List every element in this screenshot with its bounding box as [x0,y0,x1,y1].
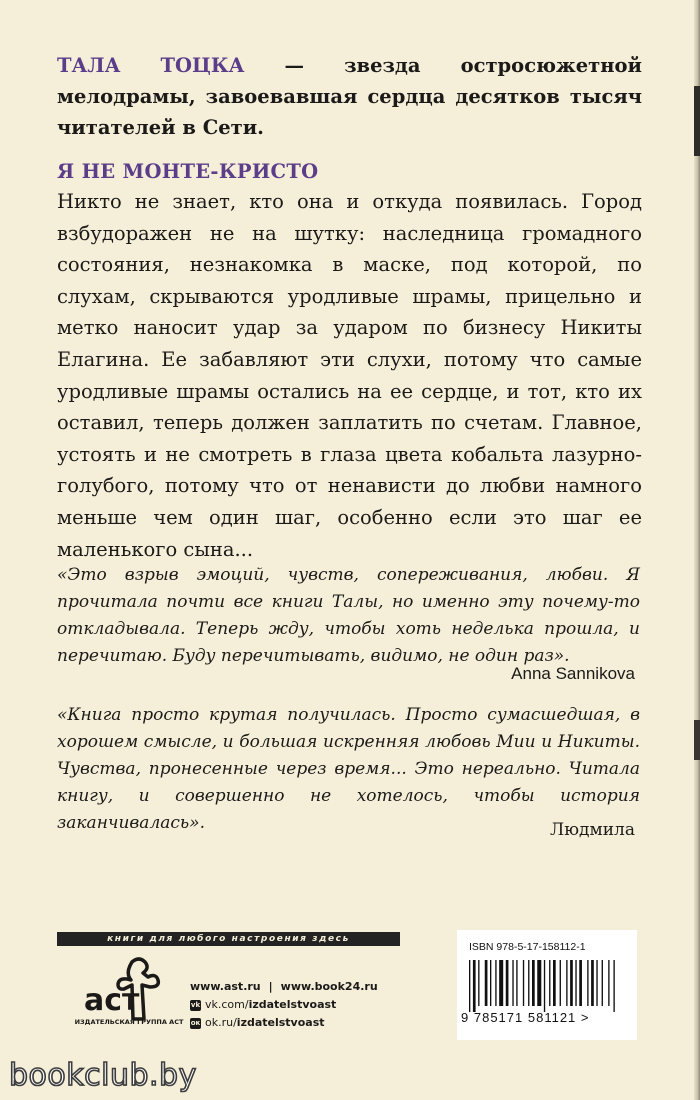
barcode-bar [596,960,597,1006]
barcode-bar [495,960,496,1006]
barcode-bar [549,960,550,1006]
link-separator: | [268,980,273,993]
barcode-bar [575,960,576,1006]
barcode-bar [570,960,573,1006]
barcode-bar [566,960,567,1006]
author-name: ТАЛА ТОЦКА [57,54,245,77]
barcode-bar [579,960,582,1006]
barcode-bar [591,960,594,1006]
vk-icon: vk [190,1000,201,1009]
barcode-bar [528,960,529,1006]
ok-icon: ок [190,1018,201,1027]
barcode-bar [537,960,541,1006]
book-title: Я НЕ МОНТЕ-КРИСТО [57,160,319,183]
barcode-bar [478,960,479,1006]
barcode-bar [608,960,609,1006]
publisher-links [190,978,378,1032]
link-ast-site[interactable]: www.ast.ru [190,980,261,993]
barcode-digits: 9 785171 581121 > [461,1010,590,1025]
isbn-number: ISBN 978-5-17-158112-1 [469,941,586,953]
book-spine-edge [694,0,700,1100]
publisher-name: ИЗДАТЕЛЬСКАЯ ГРУППА АСТ [74,1018,184,1026]
ast-logo-icon [78,956,176,1026]
barcode-bar [485,960,488,1006]
barcode-bar [469,960,470,1012]
barcode-bar [523,960,524,1006]
barcode-bar [613,960,614,1012]
reviewer-name: Людмила [550,820,635,840]
barcode-bar [512,960,513,1006]
reviewer-name: Anna Sannikova [511,664,635,683]
barcode-bar [516,960,517,1006]
edge-dark-mark [694,720,700,760]
author-intro-text: — звезда остросюжетной мелодрамы, завоевавшая сердца десятков тысяч читателей в Сети. [57,54,642,139]
barcode-bar [499,960,503,1006]
barcode-icon [469,960,625,1012]
logo-wordmark: аст [84,983,140,1018]
synopsis: Никто не знает, кто она и откуда появилась. Город взбудоражен не на шутку: наследница громадного состояния, незнакомка в маске, под которой, по слухам, скрываются уродливые шрамы, прицельно и метко наносит удар за ударом по бизнесу Никиты Елагина. Ее забавляют эти слухи, потому что самые уродливые шрамы остались на ее сердце, и тот, кто их оставил, теперь должен заплатить по счетам. Главное, устоять и не смотреть в глаза цвета кобальта лазурно-голубого, потому что от ненависти до любви намного меньше чем один шаг, особенно если это шаг ее маленького сына... [57,190,642,561]
barcode-bar [587,960,588,1006]
barcode-bar [560,960,561,1006]
link-book24-site[interactable]: www.book24.ru [280,980,378,993]
barcode-bar [553,960,556,1006]
barcode-bar [532,960,535,1006]
barcode-panel [457,930,637,1040]
barcode-bar [490,960,491,1006]
review-text: «Это взрыв эмоций, чувств, сопереживания, любви. Я прочитала почти все книги Талы, но именно эту почему-то откладывала. Теперь жду, чтобы хоть неделька прошла, и перечитаю. Буду перечитывать, видимо, не один раз». [57,565,640,666]
barcode-bar [544,960,545,1012]
tagline-banner: книги для любого настроения здесь [57,932,400,946]
author-intro [57,50,642,143]
barcode-bar [506,960,509,1006]
watermark: bookclub.by [9,1058,197,1093]
link-vk[interactable]: vk.com/izdatelstvoast [205,998,337,1011]
link-ok[interactable]: ok.ru/izdatelstvoast [205,1016,325,1029]
barcode-bar [602,960,603,1006]
edge-dark-mark [694,86,700,156]
review-text: «Книга просто крутая получилась. Просто сумасшедшая, в хорошем смысле, и большая искренняя любовь Мии и Никиты. Чувства, пронесенные через время... Это нереально. Читала книгу, и совершенно не хотелось, чтобы история заканчивалась». [57,705,640,833]
barcode-bar [473,960,476,1012]
